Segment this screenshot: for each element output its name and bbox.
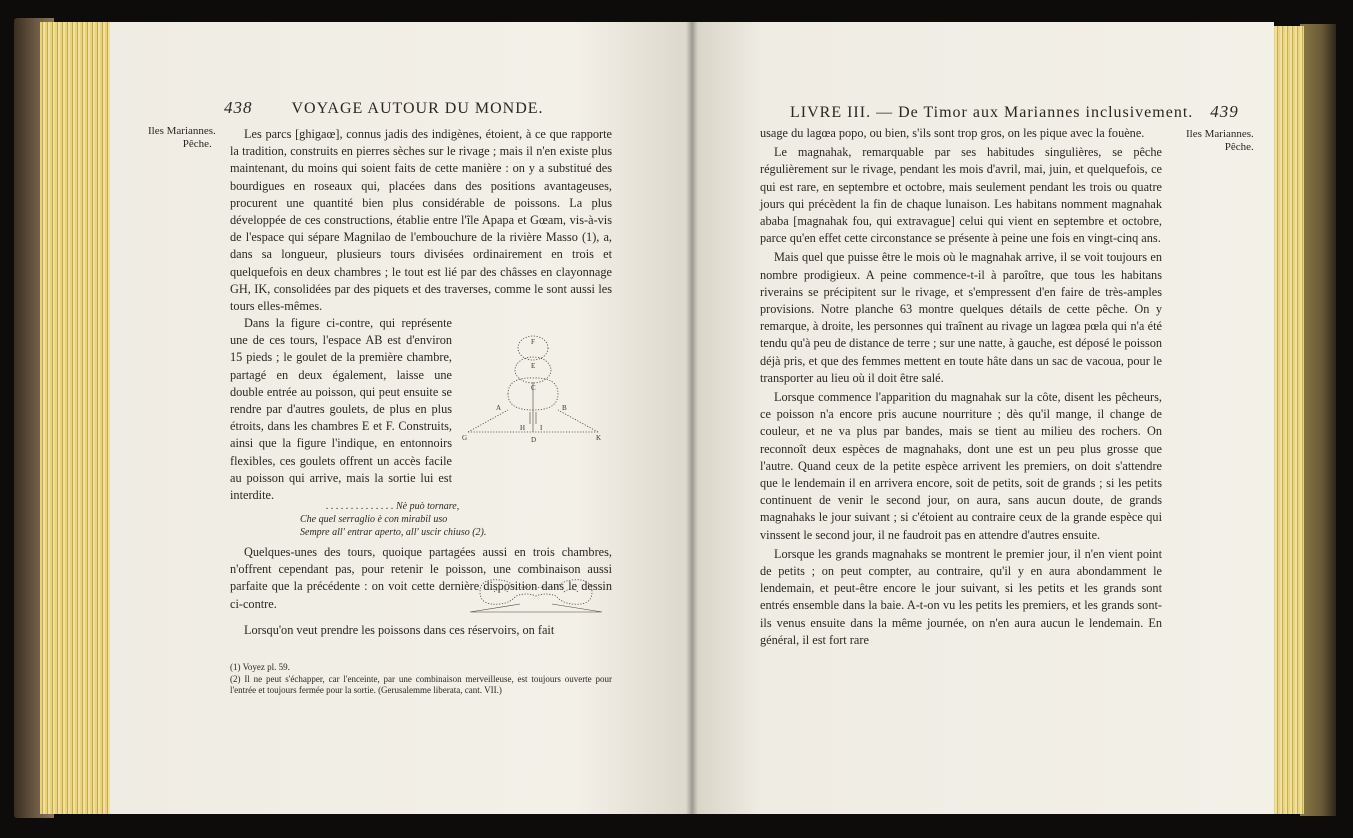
figure-label: A [496,404,502,412]
left-page [110,22,692,814]
footnote: (1) Voyez pl. 59. [230,662,290,672]
footnote: (2) Il ne peut s'échapper, car l'enceinte, par une combinaison merveilleuse, est toujours ouverte pour l'entrée et toujours fermée pour la sortie. (Gerusalemme liberata, cant. VII.) [230,673,612,695]
margin-note-line: Iles Mariannes. [148,125,216,137]
weir-tower-figure [458,332,608,442]
figure-label: I [540,424,543,432]
paragraph: Dans la figure ci-contre, qui représente une de ces tours, l'espace AB est d'environ 15 pieds ; le goulet de la première chambre, partagé en deux également, laisse une double entrée au poisson, qui peut ensuite se rendre par d'autres goulets, de plus en plus étroits, dans les chambres E et F. Construits, ainsi que la figure l'indique, en entonnoirs flexibles, ces goulets offrent un accès facile au poisson qui arrive, mais la sortie lui est interdite. [230,316,452,503]
figure-label: C [531,384,536,392]
weir-variant-figure [470,572,602,618]
book-cover-right [1300,24,1336,816]
paragraph: Les parcs [ghigaœ], connus jadis des indigènes, étoient, à ce que rapporte la tradition, construits en pierres sèches sur le rivage ; mais il n'en existe plus maintenant, du moins qui soient faits de cette manière : on y a substitué des bourdigues en roseaux qui, placées dans des positions avantageuses, procurent une quantité bien plus considérable de poissons. La plus développée de ces constructions, établie entre l'île Apapa et Gœam, vis-à-vis de l'espace qui sépare Magnilao de l'embouchure de la rivière Masso (1), a, dans sa longueur, plusieurs tours divisées ordinairement en trois et quelquefois en deux chambres ; le tout est lié par des châsses en clayonnage GH, IK, consolidées par des piquets et des traverses, comme le sont aussi les tours elles-mêmes. [230,127,612,314]
figure-label: H [520,424,526,432]
figure-label: B [562,404,567,412]
right-page [692,22,1274,814]
figure-label: G [462,434,468,442]
margin-note-line: Pêche. [182,138,212,150]
right-page-number: 439 [1210,102,1239,121]
paragraph: Lorsqu'on veut prendre les poissons dans ces réservoirs, on fait [244,623,555,637]
figure-label: E [531,362,536,370]
figure-label: K [596,434,602,442]
left-page-number: 438 [224,98,253,117]
figure-label: D [531,436,537,442]
paragraph: Mais quel que puisse être le mois où le magnahak arrive, il se voit toujours en nombre prodigieux. A peine commence-t-il à paroître, que tous les habitans riverains se précipitent sur le rivage, et s'empressent d'en faire de très-amples provisions. Notre planche 63 montre quelques détails de cette pêche. On y remarque, à droite, les personnes qui traînent au rivage un lagœa pœla qui n'a été tendu qu'à peu de distance de terre ; sur une natte, à gauche, est déposé le poisson déjà pris, et que des femmes mettent en toute hâte dans un sac de vacoua, pour le transporter au lieu où il doit être salé. [760,250,1162,385]
margin-note-line: Iles Mariannes. [1186,128,1254,140]
left-margin-note [148,125,216,151]
book-gutter [686,22,698,814]
left-text-para4 [230,622,612,639]
page-edges-right [1270,26,1304,814]
margin-note-line: Pêche. [1224,141,1254,153]
left-text-wrap1 [230,315,452,504]
verse-line: . . . . . . . . . . . . . . Nè può tornare, [326,501,460,512]
right-margin-note [1186,128,1254,154]
right-text [760,125,1162,649]
left-text-top [230,126,612,315]
verse-line: Che quel serraglio è con mirabil uso [300,514,448,525]
page-edges-left [40,22,116,814]
verse-quotation [300,500,580,539]
right-running-header [790,102,1239,122]
left-running-header [224,98,544,118]
paragraph: Lorsque commence l'apparition du magnahak sur la côte, disent les pêcheurs, ce poisson n'a encore pris aucune nourriture ; dès qu'il mange, il change de couleur, et ne va plus par bandes, mais se tient au milieu des rochers. On reconnoît deux espèces de magnahaks, dont une est un peu plus grosse que l'autre. Quand ceux de la petite espèce arrivent les premiers, on doit s'attendre que le lendemain il en arrivera encore, soit de petits, soit de grands ; si les petits continuent de venir le second jour, on aura, sans aucun doute, de grands magnahaks le jour suivant ; si c'étoient au contraire ceux de la grande espèce qui vinssent le second jour, il ne faudroit pas en attendre d'autres ensuite. [760,390,1162,542]
figure-label: F [531,338,535,346]
left-running-head: VOYAGE AUTOUR DU MONDE. [291,100,544,117]
paragraph: Quelques-unes des tours, quoique partagées aussi en trois chambres, n'offrent cependant pas, pour retenir le poisson, une combinaison aussi parfaite que la précédente : on voit cette dernière disposition dans le dessin ci-contre. [230,545,612,611]
paragraph: Lorsque les grands magnahaks se montrent le premier jour, il n'en vient point de petits ; on peut compter, au contraire, qu'il y en aura abondamment le lendemain, et peut-être encore le jour suivant, si les petits et les grands sont entrés ensemble dans la baie. A-t-on vu les petits les premiers, et les grands sont-ils venus ensuite dans la même journée, on n'en aura aucun le lendemain. En général, il est fort rare [760,546,1162,647]
paragraph: usage du lagœa popo, ou bien, s'ils sont trop gros, on les pique avec la fouène. [760,126,1145,140]
left-footnotes [230,662,612,697]
right-running-head: LIVRE III. — De Timor aux Mariannes inclusivement. [790,104,1194,121]
verse-line: Sempre all' entrar aperto, all' uscir chiuso (2). [300,527,487,538]
paragraph: Le magnahak, remarquable par ses habitudes singulières, se pêche régulièrement sur le rivage, pendant les mois d'avril, mai, juin, et quelquefois, ce qui est rare, en septembre et octobre, mais seulement pendant les trois ou quatre jours qui précèdent la fin de chaque lunaison. Les habitans nomment magnahak ababa [magnahak fou, qui extravague] celui qui vient en septembre et octobre, parce qu'en effet cette circonstance se présente à peine une fois en vingt-cinq ans. [760,145,1162,246]
